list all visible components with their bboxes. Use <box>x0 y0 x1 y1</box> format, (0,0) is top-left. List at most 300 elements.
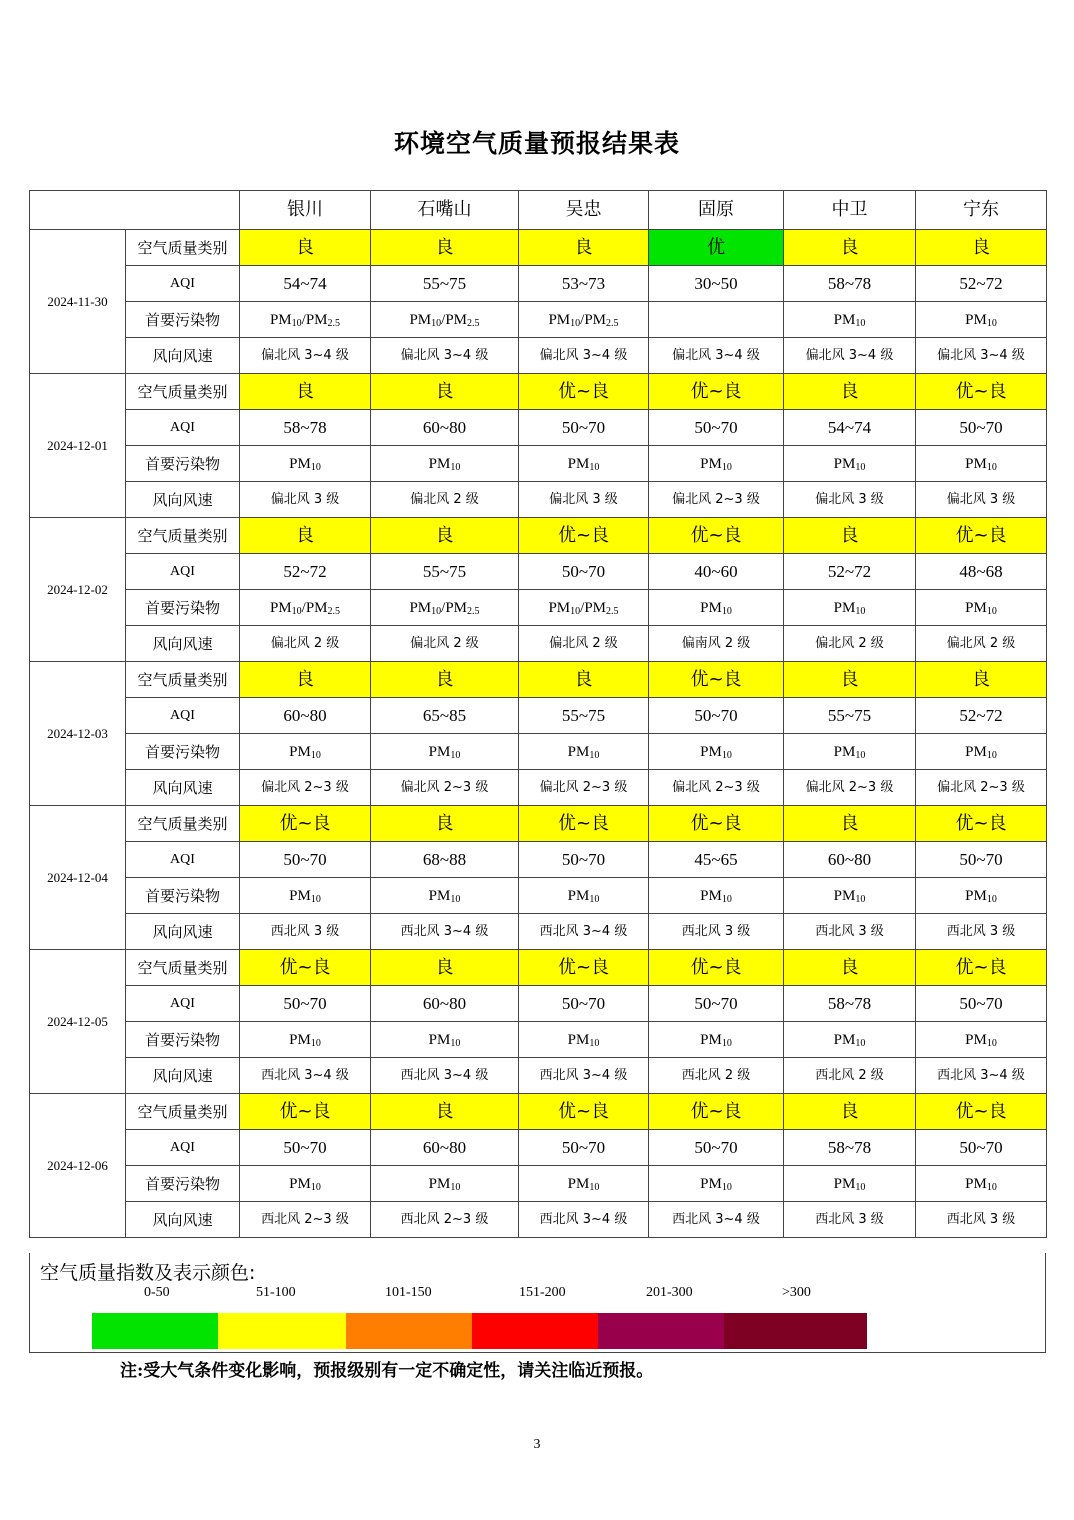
pollutant-cell <box>916 1022 1047 1058</box>
pollutant-name: PM <box>445 311 468 328</box>
row-label-category: 空气质量类别 <box>126 230 240 266</box>
row-label-category: 空气质量类别 <box>126 806 240 842</box>
wind-cell: 西北风 3 级 <box>240 914 371 950</box>
category-cell: 优~良 <box>649 806 784 842</box>
pollutant-subscript: 10 <box>310 893 321 905</box>
header-corner <box>30 191 240 230</box>
pollutant-row <box>30 878 1047 914</box>
city-header: 中卫 <box>784 191 916 230</box>
pollutant-name: PM <box>567 1031 590 1048</box>
wind-cell: 西北风 3 级 <box>649 914 784 950</box>
pollutant-name: PM <box>833 887 856 904</box>
pollutant-name: PM <box>965 311 987 328</box>
forecast-date: 2024-12-02 <box>30 518 126 662</box>
pollutant-cell <box>519 878 649 914</box>
row-label-aqi: AQI <box>126 1130 240 1166</box>
category-cell: 优~良 <box>519 950 649 986</box>
pollutant-cell <box>649 302 784 338</box>
aqi-cell: 50~70 <box>916 1130 1047 1166</box>
aqi-cell: 50~70 <box>240 842 371 878</box>
pollutant-subscript: 10 <box>986 317 997 329</box>
legend-range-label: >300 <box>782 1285 811 1300</box>
aqi-cell: 54~74 <box>240 266 371 302</box>
pollutant-subscript: 10 <box>721 461 732 473</box>
aqi-cell: 65~85 <box>371 698 519 734</box>
pollutant-subscript: 10 <box>855 893 866 905</box>
aqi-row <box>30 986 1047 1022</box>
row-label-pollutant: 首要污染物 <box>126 446 240 482</box>
aqi-cell: 60~80 <box>240 698 371 734</box>
category-cell: 优~良 <box>916 518 1047 554</box>
pollutant-subscript: 2.5 <box>467 605 480 617</box>
pollutant-row <box>30 1166 1047 1202</box>
wind-cell: 偏北风 2 级 <box>519 626 649 662</box>
row-label-wind: 风向风速 <box>126 626 240 662</box>
pollutant-subscript: 10 <box>589 461 600 473</box>
pollutant-subscript: 10 <box>570 317 581 329</box>
aqi-cell: 40~60 <box>649 554 784 590</box>
pollutant-subscript: 2.5 <box>606 605 619 617</box>
pollutant-cell <box>371 302 519 338</box>
city-header: 吴忠 <box>519 191 649 230</box>
category-cell: 良 <box>240 662 371 698</box>
pollutant-cell <box>240 1166 371 1202</box>
pollutant-row <box>30 1022 1047 1058</box>
category-cell: 良 <box>371 230 519 266</box>
wind-cell: 偏北风 2 级 <box>240 626 371 662</box>
aqi-row <box>30 266 1047 302</box>
category-cell: 良 <box>784 806 916 842</box>
pollutant-name: PM <box>965 1175 987 1192</box>
pollutant-name: PM <box>428 1175 451 1192</box>
pollutant-name: PM <box>289 743 311 760</box>
row-label-aqi: AQI <box>126 986 240 1022</box>
aqi-cell: 50~70 <box>240 986 371 1022</box>
forecast-date: 2024-12-03 <box>30 662 126 806</box>
legend-color-swatch <box>724 1313 867 1349</box>
pollutant-name: PM <box>700 887 722 904</box>
pollutant-subscript: 10 <box>589 749 600 761</box>
category-row <box>30 230 1047 266</box>
pollutant-name: PM <box>965 743 987 760</box>
category-cell: 优~良 <box>519 806 649 842</box>
pollutant-cell <box>240 1022 371 1058</box>
aqi-cell: 50~70 <box>649 1130 784 1166</box>
category-cell: 良 <box>784 950 916 986</box>
pollutant-name: PM <box>409 599 432 616</box>
pollutant-subscript: 10 <box>721 1037 732 1049</box>
pollutant-subscript: 10 <box>450 893 461 905</box>
pollutant-subscript: 10 <box>450 1037 461 1049</box>
category-cell: 优~良 <box>916 1094 1047 1130</box>
page-number: 3 <box>533 1437 541 1452</box>
category-cell: 优~良 <box>649 662 784 698</box>
wind-cell: 西北风 3 级 <box>784 1202 916 1238</box>
pollutant-name: PM <box>833 1031 856 1048</box>
aqi-row <box>30 698 1047 734</box>
category-cell: 良 <box>784 1094 916 1130</box>
pollutant-cell <box>649 1166 784 1202</box>
category-cell: 良 <box>784 230 916 266</box>
forecast-date: 2024-11-30 <box>30 230 126 374</box>
aqi-cell: 58~78 <box>784 266 916 302</box>
wind-cell: 西北风 3 级 <box>784 914 916 950</box>
aqi-cell: 50~70 <box>519 986 649 1022</box>
pollutant-subscript: 10 <box>450 1181 461 1193</box>
pollutant-subscript: 10 <box>291 605 302 617</box>
wind-cell: 西北风 3 级 <box>916 1202 1047 1238</box>
pollutant-name: PM <box>445 599 468 616</box>
category-cell: 良 <box>240 374 371 410</box>
city-header: 银川 <box>240 191 371 230</box>
aqi-cell: 50~70 <box>649 410 784 446</box>
pollutant-subscript: 10 <box>721 893 732 905</box>
category-cell: 优~良 <box>916 374 1047 410</box>
pollutant-cell <box>784 302 916 338</box>
pollutant-name: PM <box>833 599 856 616</box>
pollutant-subscript: 2.5 <box>327 317 341 329</box>
city-header: 固原 <box>649 191 784 230</box>
pollutant-name: PM <box>428 887 451 904</box>
pollutant-subscript: 10 <box>589 893 600 905</box>
aqi-cell: 58~78 <box>784 1130 916 1166</box>
row-label-category: 空气质量类别 <box>126 518 240 554</box>
pollutant-name: PM <box>567 743 590 760</box>
pollutant-cell <box>916 734 1047 770</box>
legend-color-swatch <box>598 1313 724 1349</box>
pollutant-name: PM <box>965 887 987 904</box>
category-cell: 良 <box>784 518 916 554</box>
wind-row <box>30 914 1047 950</box>
pollutant-subscript: 10 <box>855 1181 866 1193</box>
pollutant-name: PM <box>584 599 607 616</box>
category-row <box>30 1094 1047 1130</box>
wind-cell: 西北风 3~4 级 <box>519 914 649 950</box>
aqi-cell: 54~74 <box>784 410 916 446</box>
wind-cell: 偏北风 2~3 级 <box>519 770 649 806</box>
pollutant-cell <box>371 1022 519 1058</box>
wind-cell: 西北风 3~4 级 <box>371 914 519 950</box>
pollutant-subscript: 10 <box>986 1181 997 1193</box>
aqi-cell: 52~72 <box>916 698 1047 734</box>
wind-cell: 偏南风 2 级 <box>649 626 784 662</box>
pollutant-row <box>30 590 1047 626</box>
wind-row <box>30 338 1047 374</box>
category-cell: 良 <box>916 230 1047 266</box>
row-label-pollutant: 首要污染物 <box>126 878 240 914</box>
pollutant-cell <box>649 878 784 914</box>
wind-cell: 偏北风 2~3 级 <box>649 770 784 806</box>
pollutant-separator: / <box>301 599 306 616</box>
row-label-wind: 风向风速 <box>126 338 240 374</box>
aqi-cell: 55~75 <box>371 554 519 590</box>
category-cell: 优~良 <box>240 806 371 842</box>
aqi-cell: 50~70 <box>240 1130 371 1166</box>
pollutant-cell <box>371 590 519 626</box>
pollutant-subscript: 10 <box>450 461 461 473</box>
category-cell: 优~良 <box>519 518 649 554</box>
category-cell: 良 <box>371 1094 519 1130</box>
aqi-cell: 60~80 <box>371 986 519 1022</box>
pollutant-name: PM <box>428 1031 451 1048</box>
wind-cell: 西北风 3~4 级 <box>371 1058 519 1094</box>
pollutant-name: PM <box>428 743 451 760</box>
wind-row <box>30 1202 1047 1238</box>
wind-cell: 偏北风 3 级 <box>916 482 1047 518</box>
category-cell: 良 <box>240 230 371 266</box>
wind-cell: 偏北风 2 级 <box>371 626 519 662</box>
pollutant-name: PM <box>409 311 432 328</box>
wind-row <box>30 626 1047 662</box>
legend-range-label: 0-50 <box>144 1285 170 1300</box>
category-row <box>30 518 1047 554</box>
pollutant-subscript: 2.5 <box>327 605 341 617</box>
aqi-cell: 58~78 <box>784 986 916 1022</box>
forecast-note: 注:受大气条件变化影响，预报级别有一定不确定性，请关注临近预报。 <box>120 1361 654 1381</box>
pollutant-separator: / <box>580 311 585 328</box>
forecast-date: 2024-12-05 <box>30 950 126 1094</box>
wind-cell: 偏北风 2~3 级 <box>371 770 519 806</box>
category-cell: 优~良 <box>649 374 784 410</box>
wind-cell: 西北风 2~3 级 <box>240 1202 371 1238</box>
row-label-category: 空气质量类别 <box>126 662 240 698</box>
pollutant-separator: / <box>441 599 446 616</box>
row-label-pollutant: 首要污染物 <box>126 302 240 338</box>
pollutant-name: PM <box>289 1175 311 1192</box>
pollutant-subscript: 10 <box>855 1037 866 1049</box>
pollutant-subscript: 10 <box>986 605 997 617</box>
wind-row <box>30 1058 1047 1094</box>
wind-row <box>30 770 1047 806</box>
category-cell: 优 <box>649 230 784 266</box>
pollutant-subscript: 10 <box>310 749 321 761</box>
pollutant-subscript: 10 <box>855 605 866 617</box>
row-label-aqi: AQI <box>126 410 240 446</box>
aqi-cell: 50~70 <box>916 842 1047 878</box>
aqi-cell: 50~70 <box>519 842 649 878</box>
pollutant-name: PM <box>548 311 571 328</box>
wind-cell: 偏北风 3~4 级 <box>916 338 1047 374</box>
city-header: 宁东 <box>916 191 1047 230</box>
pollutant-separator: / <box>580 599 585 616</box>
wind-cell: 偏北风 3~4 级 <box>371 338 519 374</box>
row-label-pollutant: 首要污染物 <box>126 1166 240 1202</box>
pollutant-name: PM <box>548 599 571 616</box>
pollutant-subscript: 2.5 <box>467 317 480 329</box>
pollutant-name: PM <box>833 311 856 328</box>
pollutant-cell <box>649 1022 784 1058</box>
pollutant-cell <box>371 446 519 482</box>
category-cell: 良 <box>240 518 371 554</box>
pollutant-cell <box>784 590 916 626</box>
category-cell: 优~良 <box>916 806 1047 842</box>
pollutant-subscript: 10 <box>310 1181 321 1193</box>
aqi-cell: 60~80 <box>371 1130 519 1166</box>
category-cell: 良 <box>916 662 1047 698</box>
aqi-cell: 50~70 <box>519 410 649 446</box>
aqi-cell: 50~70 <box>916 986 1047 1022</box>
wind-cell: 偏北风 3 级 <box>519 482 649 518</box>
pollutant-subscript: 10 <box>310 461 321 473</box>
row-label-pollutant: 首要污染物 <box>126 734 240 770</box>
wind-cell: 偏北风 2~3 级 <box>649 482 784 518</box>
wind-cell: 西北风 3~4 级 <box>519 1202 649 1238</box>
wind-cell: 偏北风 3~4 级 <box>784 338 916 374</box>
pollutant-subscript: 10 <box>589 1181 600 1193</box>
row-label-wind: 风向风速 <box>126 1058 240 1094</box>
pollutant-name: PM <box>567 887 590 904</box>
wind-cell: 偏北风 2~3 级 <box>784 770 916 806</box>
aqi-row <box>30 410 1047 446</box>
pollutant-cell <box>240 734 371 770</box>
category-cell: 优~良 <box>519 374 649 410</box>
pollutant-subscript: 10 <box>589 1037 600 1049</box>
pollutant-name: PM <box>965 1031 987 1048</box>
pollutant-cell <box>519 446 649 482</box>
wind-cell: 西北风 2~3 级 <box>371 1202 519 1238</box>
category-cell: 优~良 <box>240 1094 371 1130</box>
pollutant-subscript: 2.5 <box>606 317 619 329</box>
pollutant-name: PM <box>965 455 987 472</box>
row-label-category: 空气质量类别 <box>126 950 240 986</box>
pollutant-name: PM <box>289 887 311 904</box>
pollutant-name: PM <box>700 599 722 616</box>
pollutant-cell <box>519 734 649 770</box>
pollutant-subscript: 10 <box>721 605 732 617</box>
aqi-cell: 50~70 <box>649 986 784 1022</box>
row-label-category: 空气质量类别 <box>126 1094 240 1130</box>
wind-cell: 偏北风 2 级 <box>784 626 916 662</box>
pollutant-name: PM <box>269 599 292 616</box>
pollutant-name: PM <box>584 311 607 328</box>
aqi-cell: 45~65 <box>649 842 784 878</box>
category-cell: 优~良 <box>649 950 784 986</box>
row-label-category: 空气质量类别 <box>126 374 240 410</box>
pollutant-subscript: 10 <box>986 1037 997 1049</box>
wind-row <box>30 482 1047 518</box>
pollutant-row <box>30 302 1047 338</box>
pollutant-subscript: 10 <box>310 1037 321 1049</box>
wind-cell: 偏北风 3~4 级 <box>240 338 371 374</box>
pollutant-cell <box>916 302 1047 338</box>
city-header: 石嘴山 <box>371 191 519 230</box>
category-cell: 良 <box>784 662 916 698</box>
pollutant-name: PM <box>269 311 292 328</box>
aqi-cell: 48~68 <box>916 554 1047 590</box>
pollutant-cell <box>519 1022 649 1058</box>
aqi-cell: 55~75 <box>784 698 916 734</box>
wind-cell: 西北风 2 级 <box>649 1058 784 1094</box>
pollutant-name: PM <box>700 1031 722 1048</box>
aqi-cell: 50~70 <box>916 410 1047 446</box>
legend-color-swatch <box>92 1313 218 1349</box>
aqi-row <box>30 554 1047 590</box>
forecast-table <box>29 190 1047 1238</box>
forecast-date: 2024-12-04 <box>30 806 126 950</box>
wind-cell: 偏北风 2 级 <box>916 626 1047 662</box>
legend-color-swatch <box>472 1313 598 1349</box>
pollutant-separator: / <box>441 311 446 328</box>
pollutant-cell <box>240 878 371 914</box>
pollutant-separator: / <box>301 311 306 328</box>
category-cell: 良 <box>371 374 519 410</box>
pollutant-cell <box>784 1166 916 1202</box>
pollutant-cell <box>240 446 371 482</box>
pollutant-subscript: 10 <box>291 317 302 329</box>
wind-cell: 偏北风 3~4 级 <box>519 338 649 374</box>
pollutant-subscript: 10 <box>431 605 442 617</box>
legend-range-label: 201-300 <box>646 1285 693 1300</box>
row-label-aqi: AQI <box>126 554 240 590</box>
pollutant-cell <box>784 1022 916 1058</box>
pollutant-subscript: 10 <box>986 461 997 473</box>
category-cell: 优~良 <box>519 1094 649 1130</box>
legend-color-swatch <box>346 1313 472 1349</box>
category-row <box>30 950 1047 986</box>
pollutant-cell <box>784 734 916 770</box>
pollutant-cell <box>649 446 784 482</box>
pollutant-cell <box>519 302 649 338</box>
pollutant-cell <box>519 590 649 626</box>
row-label-pollutant: 首要污染物 <box>126 1022 240 1058</box>
pollutant-name: PM <box>965 599 987 616</box>
aqi-cell: 52~72 <box>240 554 371 590</box>
wind-cell: 偏北风 2~3 级 <box>240 770 371 806</box>
wind-cell: 西北风 2 级 <box>784 1058 916 1094</box>
pollutant-subscript: 10 <box>431 317 442 329</box>
category-cell: 良 <box>784 374 916 410</box>
category-row <box>30 806 1047 842</box>
pollutant-cell <box>649 734 784 770</box>
pollutant-name: PM <box>428 455 451 472</box>
aqi-cell: 58~78 <box>240 410 371 446</box>
legend-range-label: 51-100 <box>256 1285 296 1300</box>
category-cell: 良 <box>371 806 519 842</box>
pollutant-subscript: 10 <box>855 461 866 473</box>
pollutant-cell <box>916 590 1047 626</box>
pollutant-cell <box>240 590 371 626</box>
pollutant-cell <box>784 878 916 914</box>
pollutant-name: PM <box>305 311 328 328</box>
aqi-cell: 30~50 <box>649 266 784 302</box>
pollutant-subscript: 10 <box>570 605 581 617</box>
pollutant-subscript: 10 <box>450 749 461 761</box>
pollutant-name: PM <box>700 455 722 472</box>
legend-range-label: 101-150 <box>385 1285 432 1300</box>
category-row <box>30 662 1047 698</box>
category-cell: 良 <box>371 662 519 698</box>
category-cell: 优~良 <box>649 518 784 554</box>
pollutant-name: PM <box>833 743 856 760</box>
row-label-wind: 风向风速 <box>126 482 240 518</box>
category-cell: 优~良 <box>240 950 371 986</box>
row-label-aqi: AQI <box>126 842 240 878</box>
pollutant-cell <box>371 734 519 770</box>
pollutant-name: PM <box>700 743 722 760</box>
legend-color-swatch <box>218 1313 346 1349</box>
pollutant-cell <box>371 1166 519 1202</box>
pollutant-row <box>30 734 1047 770</box>
category-row <box>30 374 1047 410</box>
legend-range-label: 151-200 <box>519 1285 566 1300</box>
category-cell: 良 <box>519 230 649 266</box>
row-label-aqi: AQI <box>126 698 240 734</box>
pollutant-subscript: 10 <box>721 1181 732 1193</box>
forecast-date: 2024-12-01 <box>30 374 126 518</box>
aqi-cell: 50~70 <box>519 1130 649 1166</box>
row-label-pollutant: 首要污染物 <box>126 590 240 626</box>
pollutant-name: PM <box>567 455 590 472</box>
